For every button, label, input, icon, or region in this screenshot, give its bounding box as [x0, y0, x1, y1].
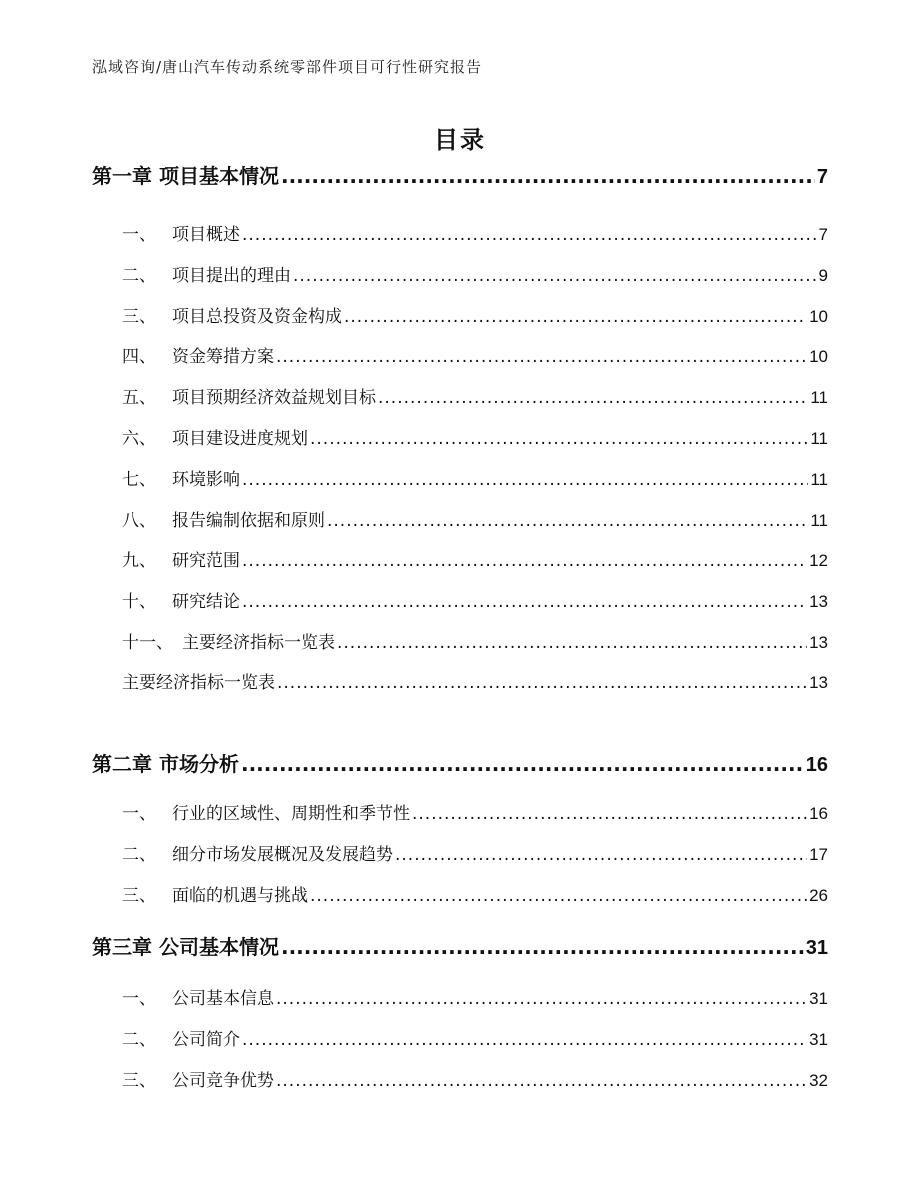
- toc-entry[interactable]: [122, 628, 828, 653]
- toc-entry[interactable]: [122, 424, 828, 449]
- toc-entry-label: 报告编制依据和原则: [172, 511, 325, 531]
- toc-entry-number: 一、: [122, 225, 156, 245]
- dot-leader: [281, 935, 804, 959]
- toc-entry-label: 资金筹措方案: [172, 347, 274, 367]
- toc-page-number: 17: [809, 845, 828, 864]
- running-header: 泓域咨询/唐山汽车传动系统零部件项目可行性研究报告: [92, 58, 483, 76]
- toc-entry-number: 三、: [122, 307, 156, 327]
- dot-leader: [276, 1071, 807, 1091]
- toc-entry-label: 细分市场发展概况及发展趋势: [172, 845, 393, 865]
- toc-entry-number: 七、: [122, 470, 156, 490]
- toc-page-number: 16: [809, 804, 828, 823]
- toc-entry-label: 公司竞争优势: [172, 1071, 274, 1091]
- dot-leader: [277, 673, 807, 693]
- toc-page-number: 13: [809, 592, 828, 611]
- toc-entry[interactable]: [122, 1066, 828, 1091]
- dot-leader: [378, 388, 808, 408]
- toc-entry-number: 十一、: [122, 633, 173, 653]
- toc-entry-number: 二、: [122, 845, 156, 865]
- toc-entry-number: 九、: [122, 551, 156, 571]
- dot-leader: [242, 1030, 807, 1050]
- toc-page-number: 11: [810, 429, 828, 448]
- toc-title: 目录: [434, 126, 486, 154]
- dot-leader: [293, 266, 817, 286]
- dot-leader: [337, 633, 807, 653]
- toc-entry[interactable]: [122, 984, 828, 1009]
- toc-entry-label: 公司简介: [172, 1030, 240, 1050]
- toc-chapter-entry[interactable]: [92, 748, 828, 777]
- toc-page-number: 12: [809, 551, 828, 570]
- toc-entry[interactable]: [122, 383, 828, 408]
- toc-entry-label: 项目预期经济效益规划目标: [172, 388, 376, 408]
- toc-page-number: 26: [809, 886, 828, 905]
- toc-entry-number: 十、: [122, 592, 156, 612]
- toc-entry-number: 二、: [122, 1030, 156, 1050]
- toc-page-number: 16: [805, 754, 828, 776]
- toc-entry-label: 研究范围: [172, 551, 240, 571]
- toc-entry-number: 八、: [122, 511, 156, 531]
- dot-leader: [327, 511, 808, 531]
- dot-leader: [242, 592, 807, 612]
- toc-entry-label: 第二章 市场分析: [92, 752, 239, 776]
- toc-page-number: 13: [809, 673, 828, 692]
- toc-entry-label: 项目建设进度规划: [172, 429, 308, 449]
- toc-entry-number: 六、: [122, 429, 156, 449]
- toc-page-number: 32: [809, 1071, 828, 1090]
- dot-leader: [344, 307, 807, 327]
- toc-entry-number: 三、: [122, 1071, 156, 1091]
- dot-leader: [242, 551, 807, 571]
- toc-entry-label: 第三章 公司基本情况: [92, 935, 279, 959]
- toc-chapter-entry[interactable]: [92, 931, 828, 960]
- toc-entry-label: 项目概述: [172, 225, 240, 245]
- dot-leader: [276, 989, 807, 1009]
- toc-entry-number: 五、: [122, 388, 156, 408]
- toc-page-number: 9: [818, 266, 828, 285]
- dot-leader: [276, 347, 807, 367]
- toc-page-number: 10: [809, 347, 828, 366]
- toc-entry[interactable]: [122, 261, 828, 286]
- toc-entry-number: 一、: [122, 804, 156, 824]
- toc-entry[interactable]: [122, 465, 828, 490]
- toc-entry-number: 一、: [122, 989, 156, 1009]
- toc-entry[interactable]: [122, 220, 828, 245]
- toc-page-number: 11: [810, 470, 828, 489]
- toc-entry-label: 项目提出的理由: [172, 266, 291, 286]
- toc-entry-number: 三、: [122, 886, 156, 906]
- toc-page-number: 7: [816, 166, 828, 188]
- toc-entry[interactable]: [122, 342, 828, 367]
- dot-leader: [241, 752, 804, 776]
- toc-entry[interactable]: [122, 587, 828, 612]
- toc-entry-label: 研究结论: [172, 592, 240, 612]
- dot-leader: [242, 225, 817, 245]
- toc-entry[interactable]: [122, 840, 828, 865]
- toc-entry[interactable]: [122, 799, 828, 824]
- dot-leader: [310, 429, 808, 449]
- toc-entry-label: 主要经济指标一览表: [122, 673, 275, 693]
- toc-entry-label: 公司基本信息: [172, 989, 274, 1009]
- toc-entry[interactable]: [122, 668, 828, 693]
- toc-page-number: 31: [805, 937, 828, 959]
- toc-page-number: 31: [809, 989, 828, 1008]
- toc-page-number: 11: [810, 511, 828, 530]
- toc-entry-label: 项目总投资及资金构成: [172, 307, 342, 327]
- toc-page-number: 7: [818, 225, 828, 244]
- toc-entry-number: 二、: [122, 266, 156, 286]
- toc-page-number: 31: [809, 1030, 828, 1049]
- toc-page-number: 10: [809, 307, 828, 326]
- toc-entry[interactable]: [122, 881, 828, 906]
- toc-entry-label: 环境影响: [172, 470, 240, 490]
- toc-entry[interactable]: [122, 1025, 828, 1050]
- dot-leader: [242, 470, 808, 490]
- toc-entry[interactable]: [122, 506, 828, 531]
- toc-entry-label: 行业的区域性、周期性和季节性: [172, 804, 410, 824]
- dot-leader: [412, 804, 807, 824]
- toc-page-number: 11: [810, 388, 828, 407]
- dot-leader: [310, 886, 807, 906]
- toc-entry-label: 面临的机遇与挑战: [172, 886, 308, 906]
- toc-entry[interactable]: [122, 302, 828, 327]
- toc-page-number: 13: [809, 633, 828, 652]
- toc-entry-label: 主要经济指标一览表: [182, 633, 335, 653]
- toc-entry-label: 第一章 项目基本情况: [92, 164, 279, 188]
- toc-chapter-entry[interactable]: [92, 160, 828, 189]
- dot-leader: [395, 845, 807, 865]
- toc-entry-number: 四、: [122, 347, 156, 367]
- dot-leader: [281, 164, 815, 188]
- toc-entry[interactable]: [122, 546, 828, 571]
